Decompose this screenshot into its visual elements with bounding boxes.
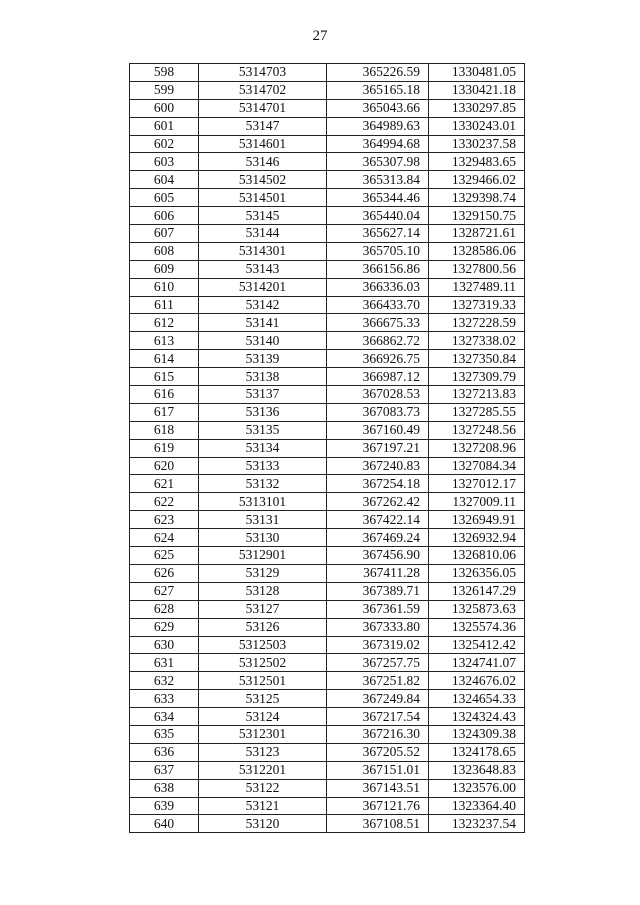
point-code-cell: 53142 bbox=[199, 296, 327, 314]
table-row bbox=[130, 529, 525, 547]
table-row bbox=[130, 797, 525, 815]
x-coordinate-cell: 367469.24 bbox=[327, 529, 429, 547]
point-number-cell: 616 bbox=[130, 386, 199, 404]
point-code-cell: 5312501 bbox=[199, 672, 327, 690]
table-row bbox=[130, 260, 525, 278]
y-coordinate-cell: 1330297.85 bbox=[429, 99, 525, 117]
x-coordinate-cell: 366336.03 bbox=[327, 278, 429, 296]
point-code-cell: 53137 bbox=[199, 386, 327, 404]
point-code-cell: 53120 bbox=[199, 815, 327, 833]
x-coordinate-cell: 367121.76 bbox=[327, 797, 429, 815]
point-number-cell: 618 bbox=[130, 421, 199, 439]
y-coordinate-cell: 1326356.05 bbox=[429, 564, 525, 582]
x-coordinate-cell: 367216.30 bbox=[327, 725, 429, 743]
x-coordinate-cell: 367361.59 bbox=[327, 600, 429, 618]
table-row bbox=[130, 690, 525, 708]
point-number-cell: 603 bbox=[130, 153, 199, 171]
x-coordinate-cell: 367160.49 bbox=[327, 421, 429, 439]
point-number-cell: 634 bbox=[130, 708, 199, 726]
y-coordinate-cell: 1325412.42 bbox=[429, 636, 525, 654]
point-code-cell: 5312901 bbox=[199, 547, 327, 565]
point-number-cell: 635 bbox=[130, 725, 199, 743]
point-code-cell: 5313101 bbox=[199, 493, 327, 511]
table-row bbox=[130, 350, 525, 368]
point-number-cell: 633 bbox=[130, 690, 199, 708]
x-coordinate-cell: 367028.53 bbox=[327, 386, 429, 404]
x-coordinate-cell: 367254.18 bbox=[327, 475, 429, 493]
point-number-cell: 636 bbox=[130, 743, 199, 761]
table-row bbox=[130, 475, 525, 493]
point-code-cell: 5312503 bbox=[199, 636, 327, 654]
y-coordinate-cell: 1329398.74 bbox=[429, 189, 525, 207]
point-code-cell: 53146 bbox=[199, 153, 327, 171]
table-row bbox=[130, 511, 525, 529]
point-code-cell: 53125 bbox=[199, 690, 327, 708]
point-code-cell: 53144 bbox=[199, 225, 327, 243]
x-coordinate-cell: 367456.90 bbox=[327, 547, 429, 565]
y-coordinate-cell: 1326810.06 bbox=[429, 547, 525, 565]
table-row bbox=[130, 779, 525, 797]
x-coordinate-cell: 367389.71 bbox=[327, 582, 429, 600]
y-coordinate-cell: 1324324.43 bbox=[429, 708, 525, 726]
y-coordinate-cell: 1327248.56 bbox=[429, 421, 525, 439]
point-code-cell: 5314502 bbox=[199, 171, 327, 189]
y-coordinate-cell: 1329466.02 bbox=[429, 171, 525, 189]
point-number-cell: 610 bbox=[130, 278, 199, 296]
table-row bbox=[130, 725, 525, 743]
point-number-cell: 626 bbox=[130, 564, 199, 582]
point-code-cell: 5314501 bbox=[199, 189, 327, 207]
table-row bbox=[130, 815, 525, 833]
x-coordinate-cell: 365307.98 bbox=[327, 153, 429, 171]
x-coordinate-cell: 365344.46 bbox=[327, 189, 429, 207]
table-row bbox=[130, 708, 525, 726]
y-coordinate-cell: 1330243.01 bbox=[429, 117, 525, 135]
point-code-cell: 53145 bbox=[199, 207, 327, 225]
table-row bbox=[130, 207, 525, 225]
table-row bbox=[130, 135, 525, 153]
table-row bbox=[130, 547, 525, 565]
y-coordinate-cell: 1326949.91 bbox=[429, 511, 525, 529]
y-coordinate-cell: 1327489.11 bbox=[429, 278, 525, 296]
point-number-cell: 608 bbox=[130, 242, 199, 260]
point-number-cell: 605 bbox=[130, 189, 199, 207]
point-code-cell: 5312502 bbox=[199, 654, 327, 672]
x-coordinate-cell: 366987.12 bbox=[327, 368, 429, 386]
y-coordinate-cell: 1327084.34 bbox=[429, 457, 525, 475]
y-coordinate-cell: 1327319.33 bbox=[429, 296, 525, 314]
table-row bbox=[130, 368, 525, 386]
coordinate-table bbox=[129, 63, 525, 833]
point-code-cell: 53129 bbox=[199, 564, 327, 582]
table-row bbox=[130, 672, 525, 690]
table-row bbox=[130, 564, 525, 582]
point-code-cell: 53133 bbox=[199, 457, 327, 475]
point-code-cell: 53138 bbox=[199, 368, 327, 386]
y-coordinate-cell: 1323364.40 bbox=[429, 797, 525, 815]
y-coordinate-cell: 1327208.96 bbox=[429, 439, 525, 457]
table-row bbox=[130, 225, 525, 243]
x-coordinate-cell: 365226.59 bbox=[327, 64, 429, 82]
y-coordinate-cell: 1327350.84 bbox=[429, 350, 525, 368]
coordinate-table-body bbox=[130, 64, 525, 833]
y-coordinate-cell: 1327213.83 bbox=[429, 386, 525, 404]
table-row bbox=[130, 242, 525, 260]
point-number-cell: 637 bbox=[130, 761, 199, 779]
point-code-cell: 5312201 bbox=[199, 761, 327, 779]
point-code-cell: 53122 bbox=[199, 779, 327, 797]
point-number-cell: 631 bbox=[130, 654, 199, 672]
point-code-cell: 53136 bbox=[199, 403, 327, 421]
y-coordinate-cell: 1329150.75 bbox=[429, 207, 525, 225]
x-coordinate-cell: 367205.52 bbox=[327, 743, 429, 761]
point-number-cell: 624 bbox=[130, 529, 199, 547]
x-coordinate-cell: 367197.21 bbox=[327, 439, 429, 457]
y-coordinate-cell: 1329483.65 bbox=[429, 153, 525, 171]
y-coordinate-cell: 1328586.06 bbox=[429, 242, 525, 260]
point-code-cell: 53140 bbox=[199, 332, 327, 350]
y-coordinate-cell: 1325873.63 bbox=[429, 600, 525, 618]
point-code-cell: 53121 bbox=[199, 797, 327, 815]
y-coordinate-cell: 1330421.18 bbox=[429, 81, 525, 99]
point-number-cell: 615 bbox=[130, 368, 199, 386]
point-code-cell: 5314601 bbox=[199, 135, 327, 153]
table-row bbox=[130, 761, 525, 779]
point-number-cell: 607 bbox=[130, 225, 199, 243]
table-row bbox=[130, 99, 525, 117]
x-coordinate-cell: 364989.63 bbox=[327, 117, 429, 135]
point-number-cell: 601 bbox=[130, 117, 199, 135]
table-row bbox=[130, 439, 525, 457]
x-coordinate-cell: 367108.51 bbox=[327, 815, 429, 833]
point-code-cell: 53141 bbox=[199, 314, 327, 332]
point-code-cell: 5314201 bbox=[199, 278, 327, 296]
y-coordinate-cell: 1324309.38 bbox=[429, 725, 525, 743]
point-code-cell: 5314301 bbox=[199, 242, 327, 260]
x-coordinate-cell: 365440.04 bbox=[327, 207, 429, 225]
point-code-cell: 5314701 bbox=[199, 99, 327, 117]
x-coordinate-cell: 367262.42 bbox=[327, 493, 429, 511]
table-row bbox=[130, 457, 525, 475]
y-coordinate-cell: 1330237.58 bbox=[429, 135, 525, 153]
point-number-cell: 613 bbox=[130, 332, 199, 350]
point-number-cell: 611 bbox=[130, 296, 199, 314]
point-number-cell: 629 bbox=[130, 618, 199, 636]
table-row bbox=[130, 189, 525, 207]
y-coordinate-cell: 1328721.61 bbox=[429, 225, 525, 243]
y-coordinate-cell: 1326147.29 bbox=[429, 582, 525, 600]
point-code-cell: 53123 bbox=[199, 743, 327, 761]
point-number-cell: 614 bbox=[130, 350, 199, 368]
table-row bbox=[130, 314, 525, 332]
point-code-cell: 53131 bbox=[199, 511, 327, 529]
x-coordinate-cell: 367251.82 bbox=[327, 672, 429, 690]
table-row bbox=[130, 153, 525, 171]
x-coordinate-cell: 367151.01 bbox=[327, 761, 429, 779]
page-number: 27 bbox=[312, 28, 328, 44]
point-number-cell: 640 bbox=[130, 815, 199, 833]
point-number-cell: 622 bbox=[130, 493, 199, 511]
table-row bbox=[130, 582, 525, 600]
y-coordinate-cell: 1327309.79 bbox=[429, 368, 525, 386]
point-number-cell: 620 bbox=[130, 457, 199, 475]
point-number-cell: 628 bbox=[130, 600, 199, 618]
point-code-cell: 53143 bbox=[199, 260, 327, 278]
table-row bbox=[130, 636, 525, 654]
y-coordinate-cell: 1330481.05 bbox=[429, 64, 525, 82]
table-row bbox=[130, 278, 525, 296]
table-row bbox=[130, 493, 525, 511]
y-coordinate-cell: 1326932.94 bbox=[429, 529, 525, 547]
table-row bbox=[130, 743, 525, 761]
table-row bbox=[130, 600, 525, 618]
table-row bbox=[130, 81, 525, 99]
x-coordinate-cell: 366433.70 bbox=[327, 296, 429, 314]
point-number-cell: 609 bbox=[130, 260, 199, 278]
point-code-cell: 53139 bbox=[199, 350, 327, 368]
point-number-cell: 625 bbox=[130, 547, 199, 565]
y-coordinate-cell: 1323237.54 bbox=[429, 815, 525, 833]
x-coordinate-cell: 367422.14 bbox=[327, 511, 429, 529]
y-coordinate-cell: 1324178.65 bbox=[429, 743, 525, 761]
y-coordinate-cell: 1324741.07 bbox=[429, 654, 525, 672]
point-code-cell: 5314703 bbox=[199, 64, 327, 82]
y-coordinate-cell: 1323648.83 bbox=[429, 761, 525, 779]
point-number-cell: 627 bbox=[130, 582, 199, 600]
y-coordinate-cell: 1327285.55 bbox=[429, 403, 525, 421]
point-code-cell: 53132 bbox=[199, 475, 327, 493]
table-row bbox=[130, 618, 525, 636]
x-coordinate-cell: 367240.83 bbox=[327, 457, 429, 475]
table-row bbox=[130, 332, 525, 350]
point-number-cell: 619 bbox=[130, 439, 199, 457]
x-coordinate-cell: 367217.54 bbox=[327, 708, 429, 726]
point-number-cell: 630 bbox=[130, 636, 199, 654]
table-row bbox=[130, 171, 525, 189]
x-coordinate-cell: 365043.66 bbox=[327, 99, 429, 117]
x-coordinate-cell: 367333.80 bbox=[327, 618, 429, 636]
x-coordinate-cell: 365627.14 bbox=[327, 225, 429, 243]
x-coordinate-cell: 365165.18 bbox=[327, 81, 429, 99]
point-code-cell: 53126 bbox=[199, 618, 327, 636]
table-row bbox=[130, 403, 525, 421]
y-coordinate-cell: 1327009.11 bbox=[429, 493, 525, 511]
x-coordinate-cell: 365705.10 bbox=[327, 242, 429, 260]
table-row bbox=[130, 117, 525, 135]
y-coordinate-cell: 1327228.59 bbox=[429, 314, 525, 332]
point-code-cell: 53130 bbox=[199, 529, 327, 547]
x-coordinate-cell: 366862.72 bbox=[327, 332, 429, 350]
x-coordinate-cell: 366675.33 bbox=[327, 314, 429, 332]
y-coordinate-cell: 1323576.00 bbox=[429, 779, 525, 797]
point-number-cell: 612 bbox=[130, 314, 199, 332]
point-code-cell: 53134 bbox=[199, 439, 327, 457]
point-code-cell: 53128 bbox=[199, 582, 327, 600]
point-number-cell: 606 bbox=[130, 207, 199, 225]
point-code-cell: 53135 bbox=[199, 421, 327, 439]
x-coordinate-cell: 367249.84 bbox=[327, 690, 429, 708]
point-number-cell: 632 bbox=[130, 672, 199, 690]
point-number-cell: 598 bbox=[130, 64, 199, 82]
x-coordinate-cell: 366926.75 bbox=[327, 350, 429, 368]
point-code-cell: 5312301 bbox=[199, 725, 327, 743]
y-coordinate-cell: 1327012.17 bbox=[429, 475, 525, 493]
table-row bbox=[130, 296, 525, 314]
point-code-cell: 53124 bbox=[199, 708, 327, 726]
point-number-cell: 623 bbox=[130, 511, 199, 529]
y-coordinate-cell: 1324654.33 bbox=[429, 690, 525, 708]
point-number-cell: 604 bbox=[130, 171, 199, 189]
x-coordinate-cell: 365313.84 bbox=[327, 171, 429, 189]
point-number-cell: 600 bbox=[130, 99, 199, 117]
x-coordinate-cell: 366156.86 bbox=[327, 260, 429, 278]
table-row bbox=[130, 386, 525, 404]
x-coordinate-cell: 367319.02 bbox=[327, 636, 429, 654]
point-number-cell: 639 bbox=[130, 797, 199, 815]
point-number-cell: 617 bbox=[130, 403, 199, 421]
point-code-cell: 53127 bbox=[199, 600, 327, 618]
point-number-cell: 599 bbox=[130, 81, 199, 99]
x-coordinate-cell: 367257.75 bbox=[327, 654, 429, 672]
y-coordinate-cell: 1325574.36 bbox=[429, 618, 525, 636]
point-number-cell: 638 bbox=[130, 779, 199, 797]
y-coordinate-cell: 1324676.02 bbox=[429, 672, 525, 690]
x-coordinate-cell: 367411.28 bbox=[327, 564, 429, 582]
point-code-cell: 53147 bbox=[199, 117, 327, 135]
table-row bbox=[130, 421, 525, 439]
y-coordinate-cell: 1327338.02 bbox=[429, 332, 525, 350]
table-row bbox=[130, 654, 525, 672]
x-coordinate-cell: 367143.51 bbox=[327, 779, 429, 797]
point-number-cell: 621 bbox=[130, 475, 199, 493]
x-coordinate-cell: 364994.68 bbox=[327, 135, 429, 153]
point-code-cell: 5314702 bbox=[199, 81, 327, 99]
y-coordinate-cell: 1327800.56 bbox=[429, 260, 525, 278]
point-number-cell: 602 bbox=[130, 135, 199, 153]
x-coordinate-cell: 367083.73 bbox=[327, 403, 429, 421]
table-row bbox=[130, 64, 525, 82]
